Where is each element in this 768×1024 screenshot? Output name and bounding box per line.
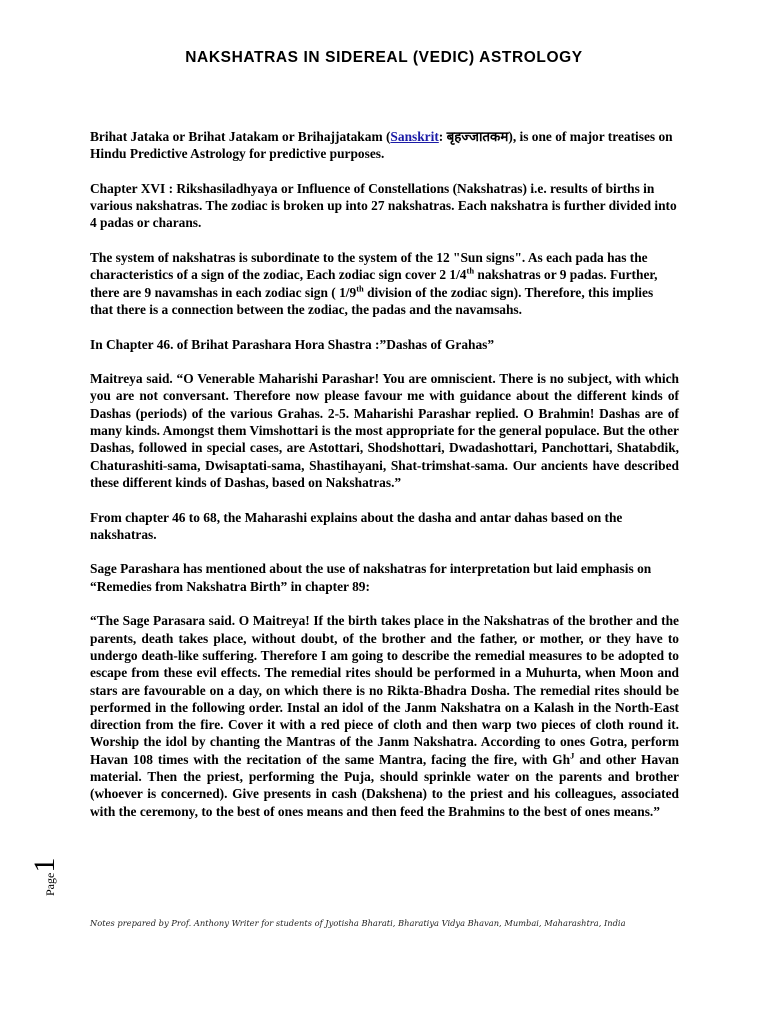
system-sup-1: th [466, 265, 475, 276]
document-body [90, 128, 679, 837]
system-text-2: nakshatras or 9 padas. Further, there are 9 navamshas in each zodiac sign ( 1/9 [90, 267, 658, 300]
maitreya-paragraph: Maitreya said. “O Venerable Maharishi Parashar! You are omniscient. There is no subject, with which you are not conversant. Therefore now please favour me with guidance about the different kinds of Dashas (periods) of the various Grahas. 2-5. Maharishi Parashar replied. O Brahmin! Dashas are of many kinds. Amongst them Vimshottari is the most appropriate for the general populace. But the other Dashas, followed in special cases, are Astottari, Shodshottari, Dwadashottari, Panchottari, Shatabdik, Chaturashiti-sama, Dwisaptati-sama, Shastihayani, Shat-trimshat-sama. Our ancients have described these different kinds of Dashas, based on Nakshatras.” [90, 371, 679, 490]
system-text-3: division of the zodiac sign). Therefore, this implies that there is a connection between the zodiac, the padas and the navamsahs. [90, 284, 654, 317]
footer-note: Notes prepared by Prof. Anthony Writer for students of Jyotisha Bharati, Bharatiya Vidya Bhavan, Mumbai, Maharashtra, India [90, 918, 626, 928]
intro-paragraph [90, 128, 679, 163]
chapters-46-68-paragraph: From chapter 46 to 68, the Maharashi explains about the dasha and antar dahas based on the nakshatras. [90, 509, 623, 542]
sage-parashara-paragraph: Sage Parashara has mentioned about the use of nakshatras for interpretation but laid emphasis on “Remedies from Nakshatra Birth” in chapter 89: [90, 561, 652, 594]
page-number: 1 [28, 857, 61, 873]
sanskrit-link[interactable]: Sanskrit [390, 129, 439, 144]
chapter-46-paragraph: In Chapter 46. of Brihat Parashara Hora Shastra :”Dashas of Grahas” [90, 336, 495, 352]
sanskrit-title: बृहज्जातकम [446, 129, 509, 144]
document-title: NAKSHATRAS IN SIDEREAL (VEDIC) ASTROLOGY [185, 49, 583, 66]
quote-text-2: and other Havan material. Then the priest, performing the Puja, should sprinkle water on the parents and brother (whoever is concerned). Give presents in cash (Dakshena) to the priest and his colleagues, associated with the ceremony, to the best of ones means and then feed the Brahmins to the best of ones means.” [90, 751, 680, 819]
system-text-1: The system of nakshatras is subordinate to the system of the 12 "Sun signs". As each pada has the characteristics of a sign of the zodiac, Each zodiac sign cover 2 1/4 [90, 250, 648, 283]
intro-colon: : [438, 129, 447, 144]
page-number-label [28, 836, 61, 896]
system-paragraph [90, 249, 679, 318]
page-word: Page [43, 872, 57, 896]
chapter-16-paragraph: Chapter XVI : Rikshasiladhyaya or Influence of Constellations (Nakshatras) i.e. results of births in various nakshatras. The zodiac is broken up into 27 nakshatras. Each nakshatra is further divided into 4 padas or charans. [90, 180, 677, 231]
system-sup-2: th [356, 283, 364, 294]
intro-text-end: ), is one of major treatises on Hindu Predictive Astrology for predictive purposes. [90, 129, 673, 162]
intro-text-start: Brihat Jataka or Brihat Jatakam or Brihajjatakam ( [90, 129, 391, 144]
quote-sup: J [570, 750, 575, 761]
quote-paragraph [90, 612, 679, 820]
quote-text-1: “The Sage Parasara said. O Maitreya! If the birth takes place in the Nakshatras of the brother and the parents, death takes place, without doubt, of the brother and the father, or mother, or they have to undergo death-like suffering. Therefore I am going to describe the remedial measures to be adopted to escape from these evil effects. The remedial rites should be performed in a Muhurta, when Moon and stars are favourable on a day, on which there is no Rikta-Bhadra Dosha. The remedial rites should be performed in the following order. Instal an idol of the Janm Nakshatra on a Kalash in the North-East direction from the fire. Cover it with a red piece of cloth and then warp two pieces of cloth round it. Worship the idol by chanting the Mantras of the Janm Nakshatra. According to ones Gotra, perform Havan 108 times with the recitation of the same Mantra, facing the fire, with Gh [90, 613, 679, 767]
